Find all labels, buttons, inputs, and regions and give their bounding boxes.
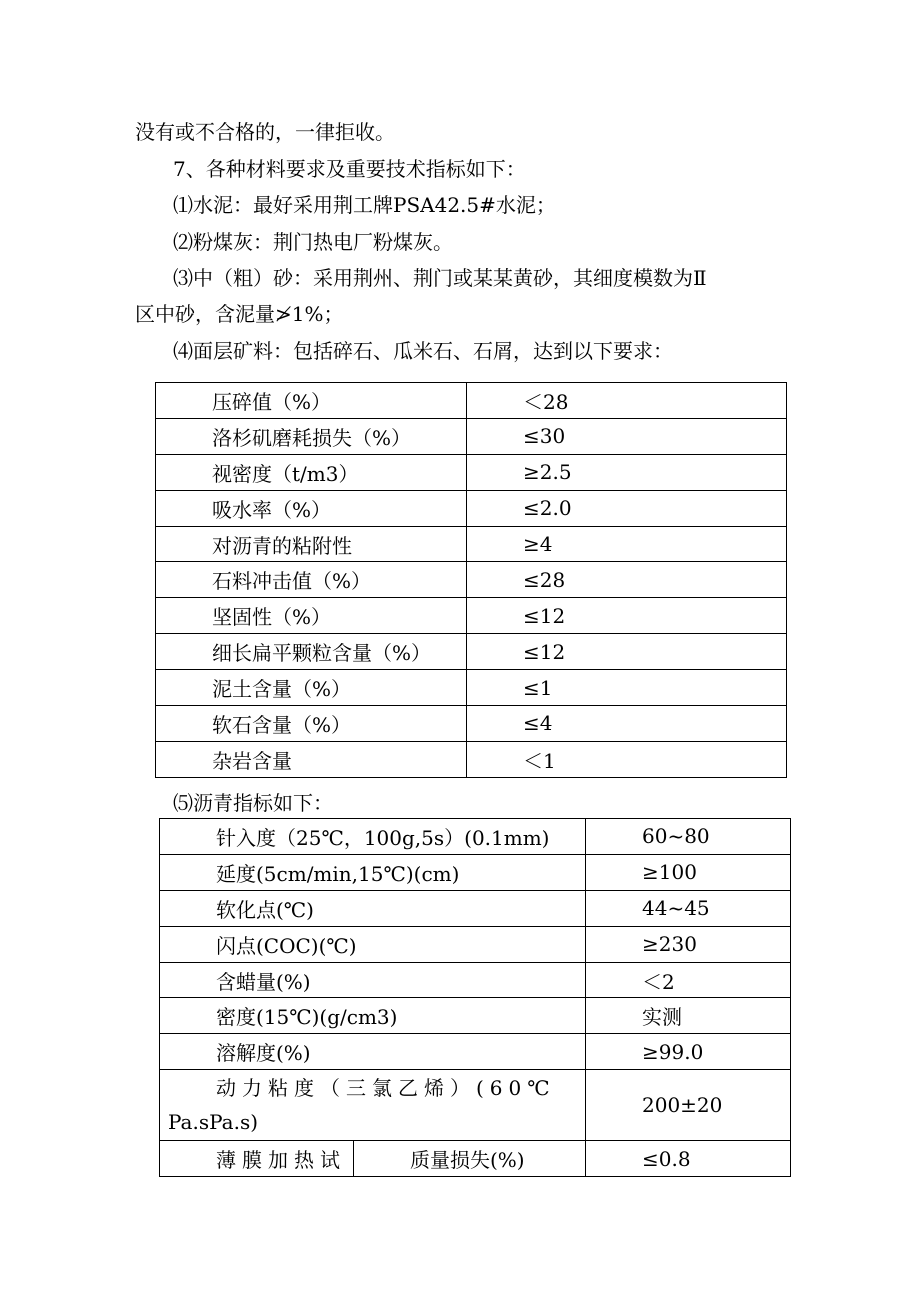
paragraph-line: 区中砂，含泥量≯1%； — [135, 302, 344, 326]
table-cell-value: 实测 — [586, 998, 791, 1034]
table-cell-name: 针入度（25℃，100g,5s）(0.1mm) — [160, 819, 586, 855]
table-row — [156, 741, 787, 777]
table-cell-value: ≤12 — [467, 598, 787, 634]
table-row — [156, 454, 787, 490]
table-cell-value: ＜2 — [586, 962, 791, 998]
table-row — [156, 562, 787, 598]
table-cell-value: ≥100 — [586, 854, 791, 890]
table-cell-value: ≤28 — [467, 562, 787, 598]
table-row — [156, 383, 787, 419]
table-cell-value: ≤12 — [467, 634, 787, 670]
table-cell-value: 200±20 — [586, 1070, 791, 1141]
table-cell-name — [160, 1070, 586, 1141]
table-cell-name: 软石含量（%） — [156, 706, 467, 742]
table-row — [156, 526, 787, 562]
table-cell-value: ≤2.0 — [467, 490, 787, 526]
table-cell-name: 密度(15℃)(g/cm3) — [160, 998, 586, 1034]
table-row — [156, 670, 787, 706]
table-row — [160, 819, 791, 855]
table-cell-value: 44~45 — [586, 890, 791, 926]
section-heading: 7、各种材料要求及重要技术指标如下： — [173, 157, 526, 181]
table-cell-name: 泥土含量（%） — [156, 670, 467, 706]
table-row — [156, 598, 787, 634]
table-cell-name: 延度(5cm/min,15℃)(cm) — [160, 854, 586, 890]
table-row — [160, 998, 791, 1034]
table-row — [156, 634, 787, 670]
table-cell-value: ≤1 — [467, 670, 787, 706]
viscosity-name-line1: 动力粘度（三氯乙烯）(60℃ — [216, 1076, 556, 1101]
table-cell-name: 吸水率（%） — [156, 490, 467, 526]
table-cell-value: ≥2.5 — [467, 454, 787, 490]
table-row — [160, 926, 791, 962]
aggregate-requirements-table — [155, 382, 787, 778]
table-cell-name: 溶解度(%) — [160, 1034, 586, 1070]
table-cell-value: ≥230 — [586, 926, 791, 962]
table-cell-name: 压碎值（%） — [156, 383, 467, 419]
paragraph-line: ⑵粉煤灰：荆门热电厂粉煤灰。 — [173, 230, 453, 254]
table-row — [160, 1034, 791, 1070]
asphalt-specs-table — [159, 818, 791, 1177]
table-cell-value: ＜1 — [467, 741, 787, 777]
table-cell-name: 细长扁平颗粒含量（%） — [156, 634, 467, 670]
table-cell-name: 对沥青的粘附性 — [156, 526, 467, 562]
paragraph-line: 没有或不合格的，一律拒收。 — [135, 120, 395, 144]
table-cell-name: 杂岩含量 — [156, 741, 467, 777]
table-row — [156, 706, 787, 742]
table-cell-group: 薄膜加热试 — [160, 1141, 354, 1177]
table-cell-name: 坚固性（%） — [156, 598, 467, 634]
table-cell-name: 视密度（t/m3） — [156, 454, 467, 490]
paragraph-line: ⑴水泥：最好采用荆工牌PSA42.5#水泥； — [173, 193, 556, 217]
table-cell-name: 闪点(COC)(℃) — [160, 926, 586, 962]
table-cell-value: ≥99.0 — [586, 1034, 791, 1070]
viscosity-name-line2: Pa.sPa.s) — [168, 1110, 259, 1135]
paragraph-line: ⑸沥青指标如下： — [173, 791, 333, 815]
table-row — [156, 418, 787, 454]
table-cell-name: 石料冲击值（%） — [156, 562, 467, 598]
table-cell-value: ≤4 — [467, 706, 787, 742]
table-row — [160, 890, 791, 926]
table-cell-value: ＜28 — [467, 383, 787, 419]
table-cell-name: 软化点(℃) — [160, 890, 586, 926]
table-row — [160, 1070, 791, 1141]
paragraph-line: ⑷面层矿料：包括碎石、瓜米石、石屑，达到以下要求： — [173, 339, 673, 363]
table-row — [160, 854, 791, 890]
table-cell-value: ≤30 — [467, 418, 787, 454]
table-cell-name: 质量损失(%) — [354, 1141, 586, 1177]
table-row — [156, 490, 787, 526]
table-cell-name: 洛杉矶磨耗损失（%） — [156, 418, 467, 454]
table-cell-value: ≥4 — [467, 526, 787, 562]
table-cell-value: 60~80 — [586, 819, 791, 855]
table-row — [160, 1141, 791, 1177]
table-cell-value: ≤0.8 — [586, 1141, 791, 1177]
table-cell-name: 含蜡量(%) — [160, 962, 586, 998]
table-row — [160, 962, 791, 998]
paragraph-line: ⑶中（粗）砂：采用荆州、荆门或某某黄砂，其细度模数为Ⅱ — [173, 266, 707, 290]
